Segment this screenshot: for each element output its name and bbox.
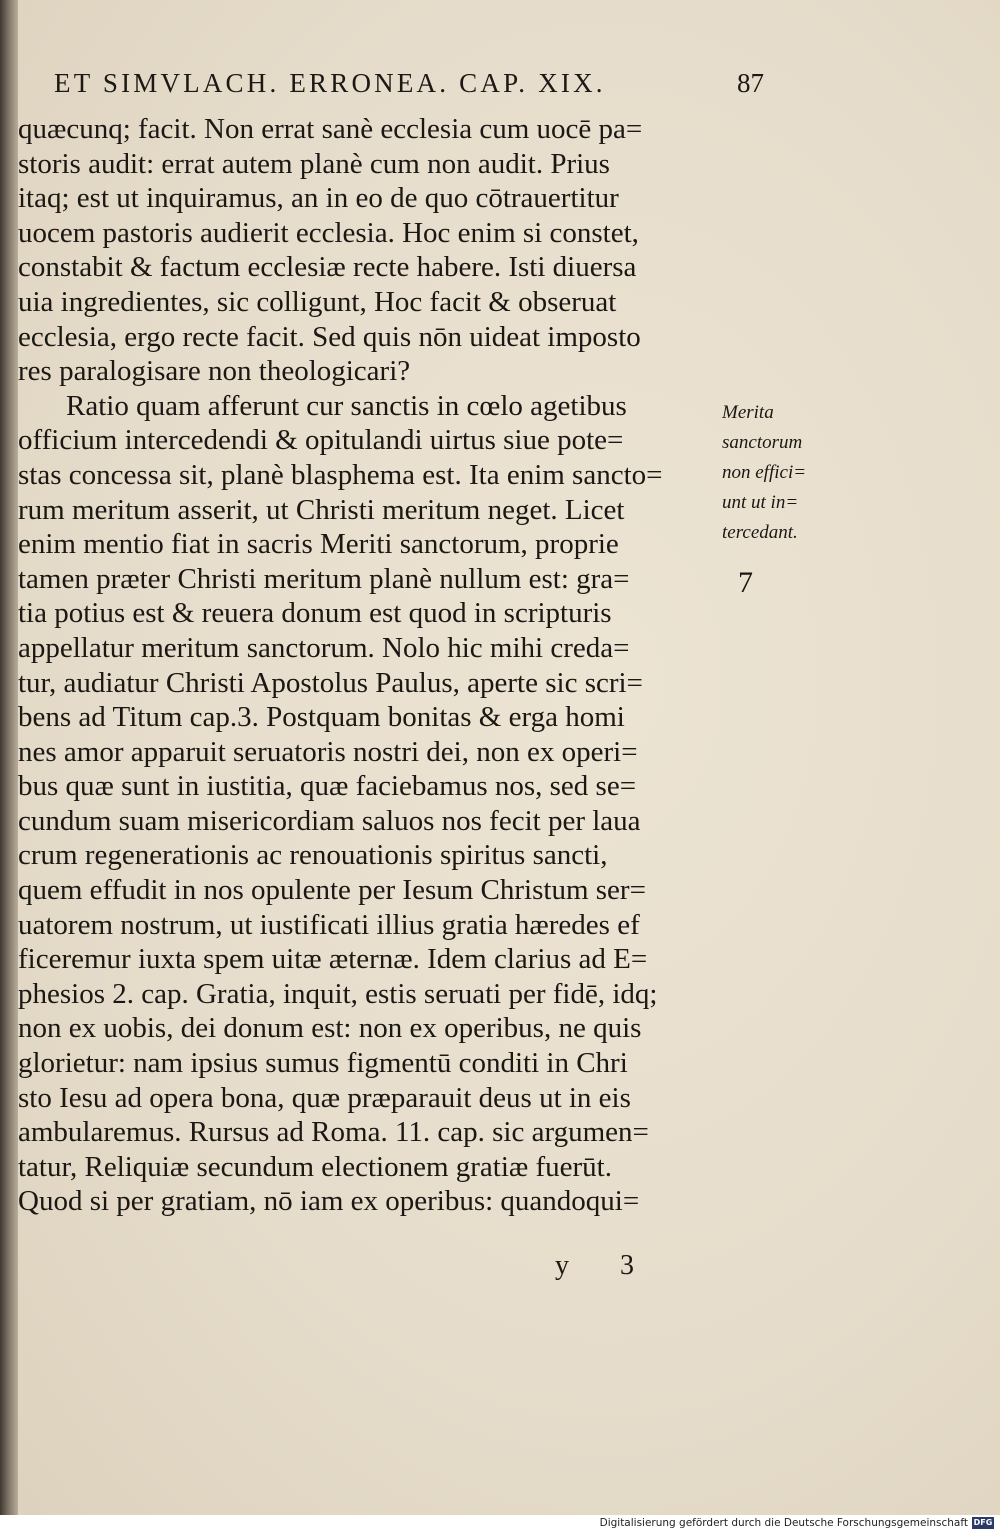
marginal-number: 7 xyxy=(738,566,753,599)
text-line: tia potius est & reuera donum est quod in scripturis xyxy=(18,597,612,630)
text-line: sto Iesu ad opera bona, quæ præparauit deus ut in eis xyxy=(18,1081,631,1114)
signature-mark: y 3 xyxy=(555,1250,656,1281)
text-line: ecclesia, ergo recte facit. Sed quis nōn uideat imposto xyxy=(18,320,641,353)
gutter-shadow xyxy=(0,0,18,1515)
text-line: itaq; est ut inquiramus, an in eo de quo cōtrauertitur xyxy=(18,182,619,215)
text-line: uocem pastoris audierit ecclesia. Hoc enim si constet, xyxy=(18,216,639,249)
text-line: quæcunq; facit. Non errat sanè ecclesia cum uocē pa= xyxy=(18,113,643,145)
marginal-note-line: tercedant. xyxy=(722,522,798,543)
text-line: storis audit: errat autem planè cum non audit. Prius xyxy=(18,147,610,180)
text-line: uatorem nostrum, ut iustificati illius gratia hæredes ef xyxy=(18,908,640,941)
marginal-note-line: non effici= xyxy=(722,462,807,483)
text-line: constabit & factum ecclesiæ recte habere. Isti diuersa xyxy=(18,251,637,284)
text-line: non ex uobis, dei donum est: non ex operibus, ne quis xyxy=(18,1012,642,1045)
paragraph-start-line: Ratio quam afferunt cur sanctis in cœlo agetibus xyxy=(66,389,627,422)
folio-number: 87 xyxy=(737,68,764,98)
text-line: quem effudit in nos opulente per Iesum Christum ser= xyxy=(18,874,646,907)
text-line: tur, audiatur Christi Apostolus Paulus, aperte sic scri= xyxy=(18,666,643,699)
text-line: nes amor apparuit seruatoris nostri dei, non ex operi= xyxy=(18,735,638,768)
marginal-note-line: unt ut in= xyxy=(722,492,799,513)
text-line: rum meritum asserit, ut Christi meritum neget. Licet xyxy=(18,493,625,526)
text-line: bus quæ sunt in iustitia, quæ faciebamus nos, sed se= xyxy=(18,770,637,803)
text-line: stas concessa sit, planè blasphema est. Ita enim sancto= xyxy=(18,458,663,491)
text-line: ficeremur iuxta spem uitæ æternæ. Idem clarius ad E= xyxy=(18,943,648,976)
text-line: uia ingredientes, sic colligunt, Hoc facit & obseruat xyxy=(18,285,617,318)
footer-credit: Digitalisierung gefördert durch die Deutsche Forschungsgemeinschaft xyxy=(599,1517,968,1529)
text-line: cundum suam misericordiam saluos nos fecit per laua xyxy=(18,804,641,837)
marginal-note-line: sanctorum xyxy=(722,432,803,453)
text-line: enim mentio fiat in sacris Meriti sanctorum, proprie xyxy=(18,528,619,561)
text-line: bens ad Titum cap.3. Postquam bonitas & erga homi xyxy=(18,701,625,734)
text-line: crum regenerationis ac renouationis spiritus sancti, xyxy=(18,839,608,872)
text-line: ambularemus. Rursus ad Roma. 11. cap. sic argumen= xyxy=(18,1116,649,1149)
text-line: phesios 2. cap. Gratia, inquit, estis seruati per fidē, idq; xyxy=(18,977,658,1010)
running-head xyxy=(54,68,764,108)
text-line: Quod si per gratiam, nō iam ex operibus: quandoqui= xyxy=(18,1185,640,1218)
running-head-title: ET SIMVLACH. ERRONEA. CAP. XIX. xyxy=(54,68,606,98)
text-line: res paralogisare non theologicari? xyxy=(18,355,411,388)
text-line: tatur, Reliquiæ secundum electionem gratiæ fuerūt. xyxy=(18,1150,612,1183)
text-line: officium intercedendi & opitulandi uirtus siue pote= xyxy=(18,424,624,457)
text-line: glorietur: nam ipsius sumus figmentū conditi in Chri xyxy=(18,1047,628,1080)
marginal-note-line: Merita xyxy=(722,402,774,423)
text-line: appellatur meritum sanctorum. Nolo hic mihi creda= xyxy=(18,631,630,664)
text-line: tamen præter Christi meritum planè nullum est: gra= xyxy=(18,562,630,595)
marginal-note xyxy=(722,398,832,548)
dfg-logo-icon: DFG xyxy=(973,1518,993,1527)
body-text xyxy=(18,112,718,1219)
